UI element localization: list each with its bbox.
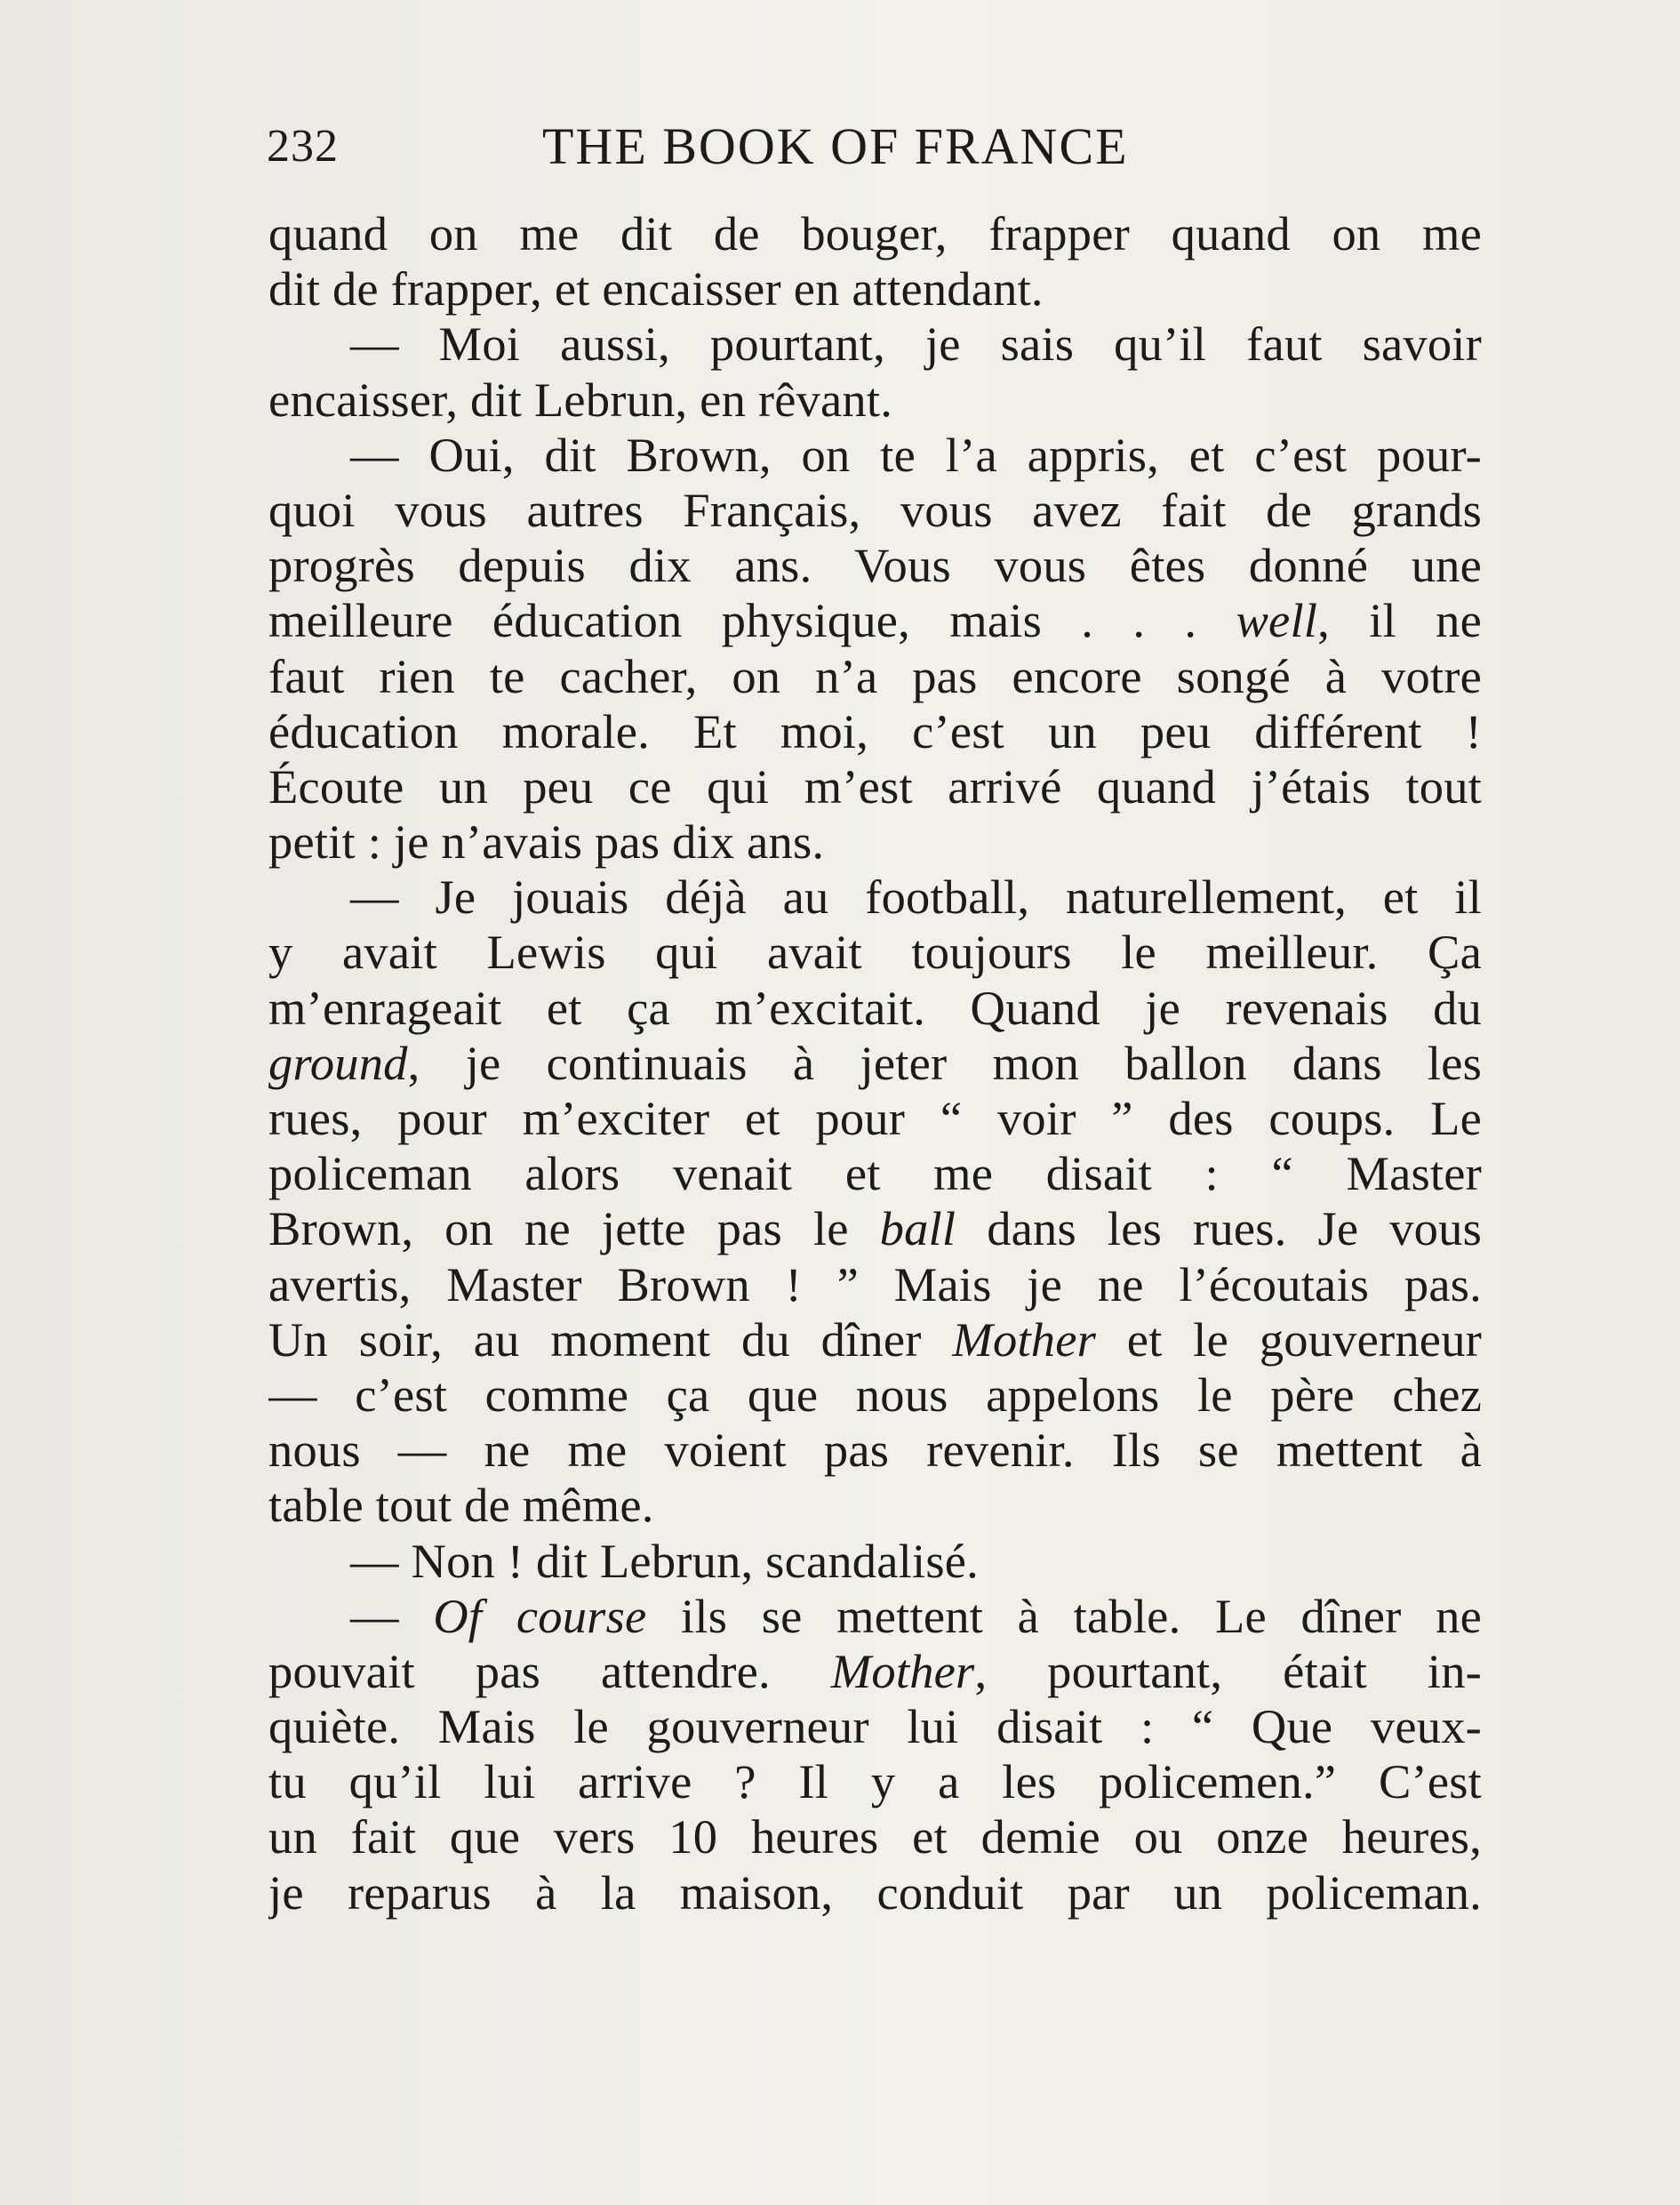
text-run: pouvait pas attendre. [268, 1643, 831, 1698]
text-line: m’enrageait et ça m’excitait. Quand je revenais du [268, 980, 1482, 1035]
text-line [268, 1201, 1482, 1256]
text-line [268, 1644, 1482, 1699]
italic-word: Mother [830, 1643, 975, 1698]
text-line: quiète. Mais le gouverneur lui disait : “ Que veux- [268, 1699, 1482, 1754]
text-line: — c’est comme ça que nous appelons le père chez [268, 1367, 1482, 1422]
text-line: avertis, Master Brown ! ” Mais je ne l’écoutais pas. [268, 1256, 1482, 1311]
text-line: un fait que vers 10 heures et demie ou onze heures, [268, 1809, 1482, 1864]
text-line: nous — ne me voient pas revenir. Ils se mettent à [268, 1423, 1482, 1478]
running-head [267, 111, 1209, 182]
text-run: ils se mettent à table. Le dîner ne [646, 1588, 1482, 1643]
text-run: et le gouverneur [1096, 1311, 1482, 1367]
text-line [268, 593, 1482, 648]
text-run: , il ne [1317, 593, 1482, 648]
text-line: petit : je n’avais pas dix ans. [268, 814, 825, 870]
text-line: progrès depuis dix ans. Vous vous êtes donné une [268, 538, 1482, 593]
text-run: meilleure éducation physique, mais . . . [268, 593, 1236, 648]
text-line [268, 1589, 1482, 1644]
text-run: — [350, 1588, 434, 1643]
text-line: encaisser, dit Lebrun, en rêvant. [268, 372, 893, 427]
italic-word: ground [268, 1035, 408, 1090]
text-line: — Je jouais déjà au football, naturellement, et il [350, 870, 1482, 925]
text-line: y avait Lewis qui avait toujours le meilleur. Ça [268, 925, 1482, 980]
italic-word: Mother [952, 1311, 1097, 1367]
text-run: Brown, on ne jette pas le [268, 1201, 880, 1256]
text-line: dit de frapper, et encaisser en attendant. [268, 261, 1044, 317]
text-line [268, 1036, 1482, 1091]
italic-word: ball [879, 1201, 956, 1256]
text-line: policeman alors venait et me disait : “ Master [268, 1146, 1482, 1201]
text-line [268, 1312, 1482, 1367]
text-line: je reparus à la maison, conduit par un policeman. [268, 1864, 1482, 1920]
text-line: table tout de même. [268, 1478, 654, 1533]
text-line: — Oui, dit Brown, on te l’a appris, et c’est pour- [350, 427, 1482, 482]
body-text [268, 206, 1482, 1920]
text-run: Un soir, au moment du dîner [268, 1311, 953, 1367]
text-line: tu qu’il lui arrive ? Il y a les policemen.” C’est [268, 1754, 1482, 1809]
italic-word: well [1236, 593, 1318, 648]
text-run: , pourtant, était in- [974, 1643, 1482, 1698]
text-line: quand on me dit de bouger, frapper quand on me [268, 206, 1482, 261]
text-run: dans les rues. Je vous [956, 1201, 1482, 1256]
text-line: — Moi aussi, pourtant, je sais qu’il faut savoir [350, 317, 1482, 372]
text-run: , je continuais à jeter mon ballon dans les [407, 1035, 1482, 1090]
text-line: éducation morale. Et moi, c’est un peu différent ! [268, 703, 1482, 758]
text-line: quoi vous autres Français, vous avez fait de grands [268, 482, 1482, 537]
italic-word: Of course [433, 1588, 647, 1643]
text-line: — Non ! dit Lebrun, scandalisé. [350, 1533, 979, 1588]
text-line: rues, pour m’exciter et pour “ voir ” des coups. Le [268, 1091, 1482, 1145]
text-line: Écoute un peu ce qui m’est arrivé quand j’étais tout [268, 758, 1482, 814]
text-line: faut rien te cacher, on n’a pas encore songé à votre [268, 648, 1482, 703]
page-number: 232 [267, 121, 339, 172]
running-title: THE BOOK OF FRANCE [542, 117, 1129, 175]
